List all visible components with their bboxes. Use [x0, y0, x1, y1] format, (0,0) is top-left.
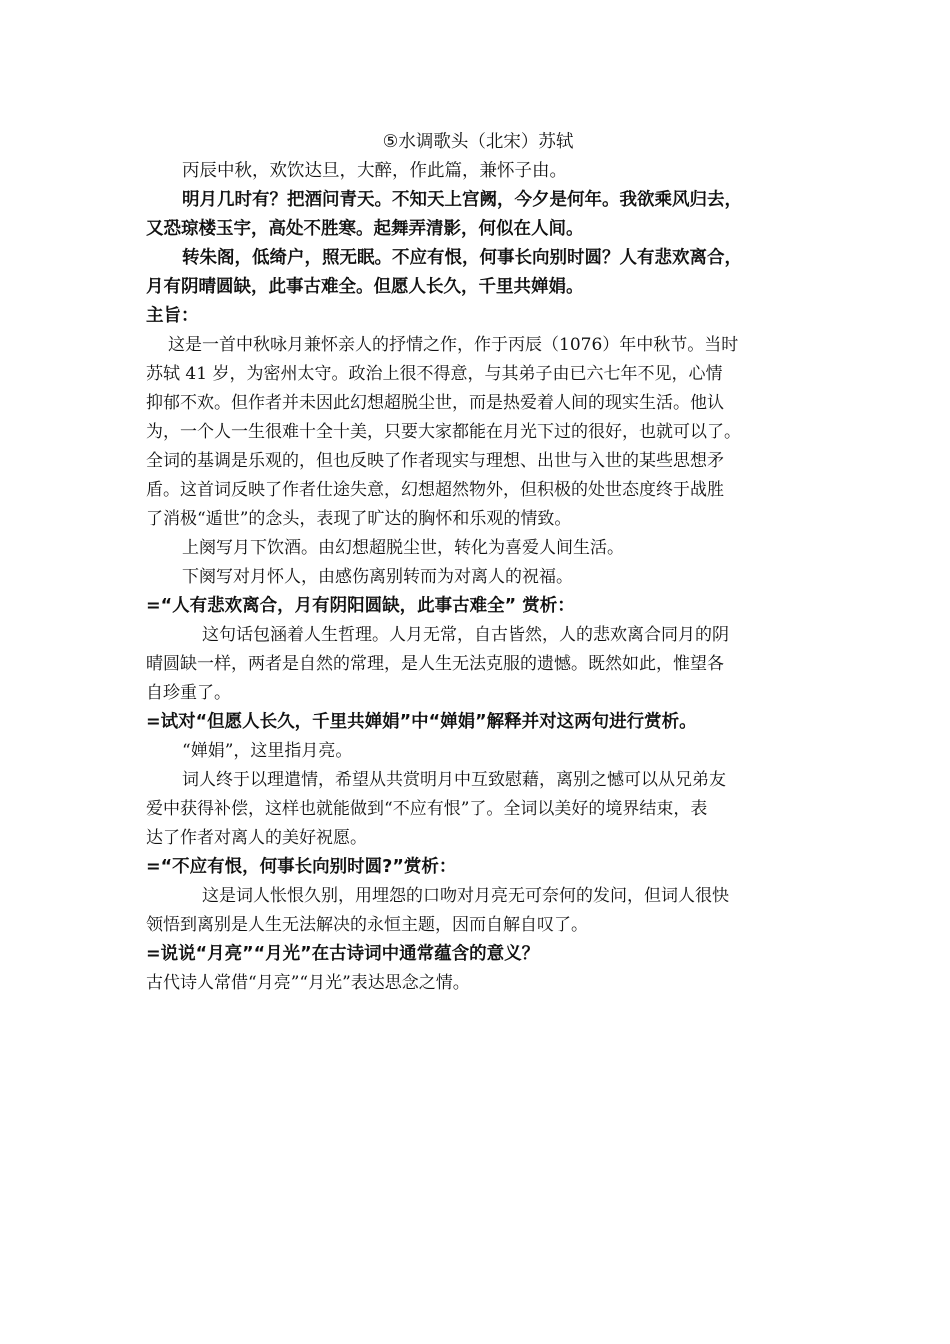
poem-stanza2-line2: 月有阴晴圆缺，此事古难全。但愿人长久，千里共婵娟。: [146, 277, 584, 297]
question-2: =试对“但愿人长久，千里共婵娟”中“婵娟”解释并对这两句进行赏析。: [146, 712, 697, 732]
theme-line: 苏轼 41 岁，为密州太守。政治上很不得意，与其弟子由已六七年不见，心情: [146, 364, 723, 384]
answer-4: 古代诗人常借“月亮”“月光”表达思念之情。: [146, 973, 470, 993]
poem-stanza2-line1: 转朱阁，低绮户，照无眠。不应有恨，何事长向别时圆？人有悲欢离合，: [182, 248, 742, 268]
answer-2-definition: “婵娟”，这里指月亮。: [182, 741, 353, 761]
answer-1-line: 这句话包涵着人生哲理。人月无常，自古皆然，人的悲欢离合同月的阴: [202, 625, 729, 645]
theme-line: 为，一个人一生很难十全十美，只要大家都能在月光下过的很好，也就可以了。: [146, 422, 741, 442]
theme-heading: 主旨：: [146, 306, 199, 326]
theme-lower-stanza: 下阕写对月怀人，由感伤离别转而为对离人的祝福。: [182, 567, 573, 587]
poem-title: ⑤水调歌头（北宋）苏轼: [382, 132, 574, 152]
theme-line: 这是一首中秋咏月兼怀亲人的抒情之作，作于丙辰（1076）年中秋节。当时: [168, 335, 739, 355]
theme-upper-stanza: 上阕写月下饮酒。由幻想超脱尘世，转化为喜爱人间生活。: [182, 538, 624, 558]
question-3: =“不应有恨，何事长向别时圆?”赏析：: [146, 857, 457, 877]
theme-line: 全词的基调是乐观的，但也反映了作者现实与理想、出世与入世的某些思想矛: [146, 451, 724, 471]
theme-line: 抑郁不欢。但作者并未因此幻想超脱尘世，而是热爱着人间的现实生活。他认: [146, 393, 724, 413]
poem-preface: 丙辰中秋，欢饮达旦，大醉，作此篇，兼怀子由。: [182, 161, 567, 181]
answer-1-line: 晴圆缺一样，两者是自然的常理，是人生无法克服的遗憾。既然如此，惟望各: [146, 654, 724, 674]
answer-2-line: 达了作者对离人的美好祝愿。: [146, 828, 367, 848]
question-4: =说说“月亮”“月光”在古诗词中通常蕴含的意义？: [146, 944, 540, 964]
theme-line: 了消极“遁世”的念头，表现了旷达的胸怀和乐观的情致。: [146, 509, 572, 529]
answer-1-line: 自珍重了。: [146, 683, 231, 703]
answer-2-line: 爱中获得补偿，这样也就能做到“不应有恨”了。全词以美好的境界结束，表: [146, 799, 708, 819]
document-body: [146, 128, 810, 998]
answer-2-line: 词人终于以理遣情，希望从共赏明月中互致慰藉，离别之憾可以从兄弟友: [182, 770, 726, 790]
theme-line: 盾。这首词反映了作者仕途失意，幻想超然物外，但积极的处世态度终于战胜: [146, 480, 724, 500]
poem-stanza1-line1: 明月几时有？把酒问青天。不知天上宫阙，今夕是何年。我欲乘风归去，: [182, 190, 742, 210]
poem-stanza1-line2: 又恐琼楼玉宇，高处不胜寒。起舞弄清影，何似在人间。: [146, 219, 584, 239]
answer-3-line: 这是词人怅恨久别，用埋怨的口吻对月亮无可奈何的发问，但词人很快: [202, 886, 729, 906]
question-1: =“人有悲欢离合，月有阴阳圆缺，此事古难全” 赏析：: [146, 596, 575, 616]
answer-3-line: 领悟到离别是人生无法解决的永恒主题，因而自解自叹了。: [146, 915, 588, 935]
